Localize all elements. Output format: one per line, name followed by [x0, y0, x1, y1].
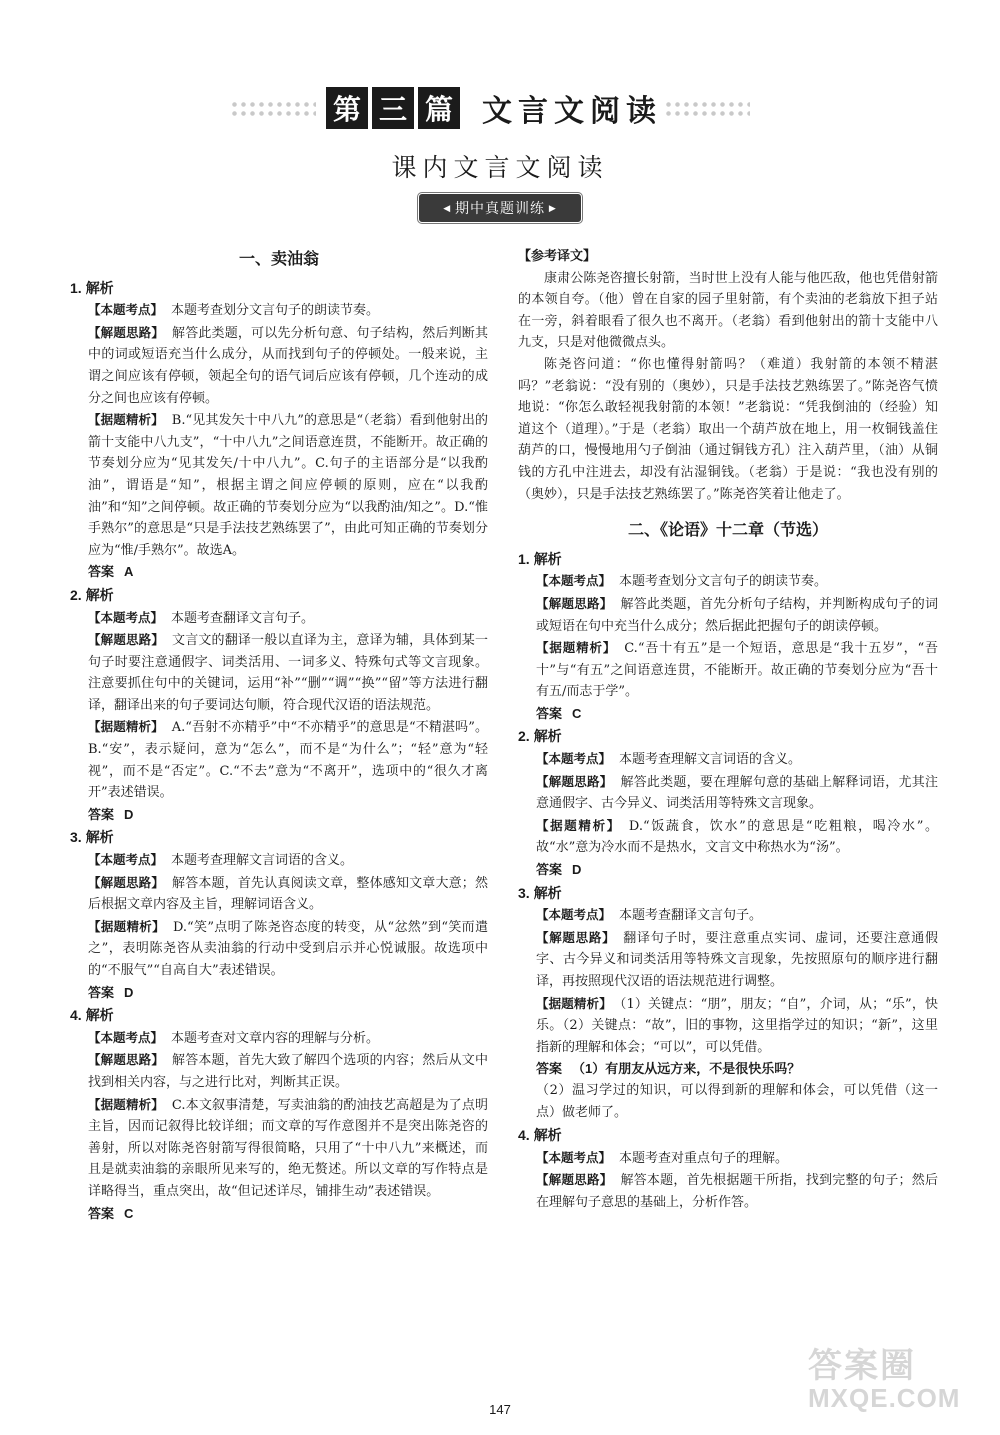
question-head-label: 解析: [85, 829, 114, 846]
question-heading: [70, 1005, 488, 1027]
answer-line: [88, 982, 488, 1004]
question-heading: [518, 1125, 938, 1147]
analysis-tag: 【解题思路】: [88, 324, 165, 340]
analysis-tag: 【解题思路】: [536, 929, 616, 945]
analysis-item: [88, 322, 488, 409]
analysis-tag: 【本题考点】: [536, 1149, 612, 1165]
analysis-text: 翻译句子时，要注意重点实词、虚词，还要注意通假字、古今异义和词类活用等特殊文言现象，先按照原句的顺序进行翻译，再按照现代汉语的语法规范进行调整。: [536, 930, 938, 989]
analysis-item: [536, 570, 938, 593]
question-head-label: 解析: [85, 279, 114, 296]
question-heading: [70, 585, 488, 607]
question-heading: [518, 726, 938, 748]
analysis-text: 本题考查理解文言词语的含义。: [619, 752, 802, 768]
analysis-text: 解答本题，首先认真阅读文章，整体感知文章大意；然后根据文章内容及主旨，理解词语含义。: [88, 875, 488, 913]
question-head-label: 解析: [533, 550, 562, 567]
part-char: 篇: [418, 87, 460, 129]
analysis-tag: 【解题思路】: [536, 773, 613, 789]
spacer: [518, 505, 938, 517]
analysis-item: [88, 716, 488, 803]
question-heading: [70, 827, 488, 849]
analysis-item: [88, 1049, 488, 1093]
analysis-text: 解答此类题，可以先分析句意、句子结构，然后判断其中的词或短语充当什么成分，从而找到句子的停顿处。一般来说，主谓之间应该有停顿，领起全句的语气词后应该有停顿，几个连动的成分之间也应该有停顿。: [88, 325, 488, 406]
answer-label: 答案: [88, 806, 115, 822]
analysis-item: [88, 299, 488, 322]
analysis-tag: 【据题精析】: [88, 1096, 164, 1112]
right-column: [518, 246, 938, 1214]
analysis-text: D.“饭蔬食，饮水”的意思是“吃粗粮，喝冷水”。故“水”意为冷水而不是热水，文言文中称热水为“汤”。: [536, 818, 938, 856]
analysis-text: 解答此类题，要在理解句意的基础上解释词语，尤其注意通假字、古今异义、词类活用等特殊文言现象。: [536, 774, 938, 812]
question-number: 1.: [70, 279, 82, 296]
question-head-label: 解析: [533, 1127, 562, 1144]
analysis-tag: 【解题思路】: [536, 1172, 613, 1188]
analysis-text: 解答此类题，首先分析句子结构，并判断构成句子的词或短语在句中充当什么成分；然后据此把握句子的朗读停顿。: [536, 596, 938, 634]
watermark-url: MXQE.COM: [808, 1383, 961, 1413]
answer-value: C: [124, 1205, 134, 1221]
analysis-item: [536, 815, 938, 859]
analysis-item: [88, 916, 488, 982]
question-head-label: 解析: [85, 1007, 114, 1024]
analysis-tag: 【据题精析】: [88, 719, 164, 735]
analysis-tag: 【解题思路】: [536, 595, 613, 611]
analysis-text: 本题考查对文章内容的理解与分析。: [171, 1030, 380, 1046]
analysis-item: [88, 872, 488, 916]
page-number: 147: [489, 1402, 511, 1417]
reference-heading: 【参考译文】: [518, 249, 597, 264]
analysis-text: 本题考查翻译文言句子。: [171, 610, 315, 626]
analysis-item: [536, 1169, 938, 1213]
answer-line: [88, 561, 488, 583]
analysis-tag: 【解题思路】: [88, 874, 165, 890]
answer-label: 答案: [88, 984, 115, 1000]
answer-value: （1）有朋友从远方来，不是很快乐吗？: [572, 1061, 801, 1077]
analysis-item: [88, 1027, 488, 1050]
left-column: [70, 246, 488, 1224]
analysis-item: [88, 629, 488, 716]
reference-paragraph: 康肃公陈尧咨擅长射箭，当时世上没有人能与他匹敌，他也凭借射箭的本领自夸。（他）曾在自家的园子里射箭，有个卖油的老翁放下担子站在一旁，斜着眼看了很久也不离开。（老翁）看到他射出的箭十支能中八九支，只是对他微微点头。: [518, 270, 938, 351]
question-head-label: 解析: [85, 586, 114, 603]
analysis-tag: 【解题思路】: [88, 632, 165, 648]
question-number: 4.: [70, 1007, 82, 1024]
analysis-item: [88, 607, 488, 630]
reference-paragraph: 陈尧咨问道：“你也懂得射箭吗？（难道）我射箭的本领不精湛吗？”老翁说：“没有别的（奥妙），只是手法技艺熟练罢了。”陈尧咨气愤地说：“你怎么敢轻视我射箭的本领！”老翁说：“凭我倒油的（经验）知道这个（道理）。”于是（老翁）取出一个葫芦放在地上，用一枚铜钱盖住葫芦的口，慢慢地用勺子倒油（通过铜钱方孔）注入葫芦里，（油）从铜钱的方孔中注进去，却没有沾湿铜钱。（老翁）于是说：“我也没有别的（奥妙），只是手法技艺熟练罢了。”陈尧咨笑着让他走了。: [518, 356, 938, 502]
analysis-text: 本题考查划分文言句子的朗读节奏。: [619, 574, 828, 590]
analysis-tag: 【解题思路】: [88, 1052, 165, 1068]
question-number: 2.: [70, 586, 82, 603]
question-number: 3.: [70, 829, 82, 846]
analysis-text: 文言文的翻译一般以直译为主，意译为辅，具体到某一句子时要注意通假字、词类活用、一词多义、特殊句式等文言现象。注意要抓住句中的关键词，运用“补”“删”“调”“换”“留”等方法进行翻译，翻译出来的句子要词达句顺，符合现代汉语的语法规范。: [88, 633, 488, 713]
analysis-item: [88, 849, 488, 872]
analysis-text: 本题考查对重点句子的理解。: [619, 1150, 789, 1166]
answer-line: [536, 703, 938, 725]
answer-label: 答案: [536, 862, 563, 878]
analysis-tag: 【据题精析】: [88, 918, 165, 934]
analysis-item: [536, 637, 938, 703]
analysis-text: A.“吾射不亦精乎”中“不亦精乎”的意思是“不精湛吗”。B.“安”，表示疑问，意为“怎么”，而不是“为什么”；“轻”意为“轻视”，而不是“否定”。C.“不去”意为“不离开”，选项中的“很久才离开”表述错误。: [88, 720, 488, 801]
part-char: 三: [372, 87, 414, 129]
answer-label: 答案: [88, 564, 115, 580]
analysis-text: 解答本题，首先根据题干所指，找到完整的句子；然后在理解句子意思的基础上，分析作答。: [536, 1173, 938, 1210]
answer-label: 答案: [88, 1205, 115, 1221]
answer-value: C: [572, 705, 582, 721]
analysis-item: [536, 771, 938, 815]
analysis-tag: 【据题精析】: [536, 640, 617, 656]
analysis-item: [88, 1094, 488, 1203]
analysis-text: C.本文叙事清楚，写卖油翁的酌油技艺高超是为了点明主旨，因而记叙得比较详细；而文章的写作意图并不是突出陈尧咨的善射，所以对陈尧咨射箭写得很简略，只用了“十中八九”来概述，而且是就卖油翁的亲眼所见来写的，绝无赘述。所以文章的写作特点是详略得当，重点突出，故“但记述详尽，铺排生动”表述错误。: [88, 1097, 488, 1199]
analysis-text: （1）关键点：“朋”，朋友；“自”，介词，从；“乐”，快乐。（2）关键点：“故”，旧的事物，这里指学过的知识；“新”，这里指新的理解和体会；“可以”，可以凭借。: [536, 996, 938, 1055]
analysis-text: C.“吾十有五”是一个短语，意思是“我十五岁”，“吾十”与“有五”之间语意连贯，不能断开。故正确的节奏划分应为“吾十有五/而志于学”。: [536, 641, 938, 700]
analysis-text: B.“见其发矢十中八九”的意思是“（老翁）看到他射出的箭十支能中八九支”，“十中八九”之间语意连贯，不能断开。故正确的节奏划分应为“见其发矢/十中八九”。C.句子的主语部分是“以我酌油”，谓语是“知”，根据主谓之间应停顿的原则，应在“以我酌油”和“知”之间停顿。故正确的节奏划分应为“以我酌油/知之”。D.“惟手熟尔”的意思是“只是手法技艺熟练罢了”，由此可知正确的节奏划分应为“惟/手熟尔”。故选A。: [88, 413, 488, 558]
answer-line: [536, 859, 938, 881]
analysis-text: 本题考查翻译文言句子。: [619, 908, 763, 924]
analysis-item: [536, 904, 938, 927]
section-title: 二、《论语》十二章（节选）: [627, 520, 828, 540]
analysis-tag: 【本题考点】: [536, 751, 612, 767]
analysis-item: [536, 993, 938, 1059]
analysis-item: [536, 748, 938, 771]
question-number: 2.: [518, 728, 530, 745]
analysis-tag: 【据题精析】: [536, 817, 621, 833]
part-title: [326, 86, 662, 130]
answer-value: D: [572, 862, 582, 878]
analysis-tag: 【本题考点】: [536, 907, 612, 923]
analysis-tag: 【本题考点】: [536, 573, 612, 589]
answer-value: A: [124, 564, 134, 580]
decorative-dots-left: [230, 100, 316, 116]
decorative-dots-right: [664, 100, 750, 116]
analysis-text: D.“笑”点明了陈尧咨态度的转变，从“忿然”到“笑而遣之”，表明陈尧咨从卖油翁的行动中受到启示并心悦诚服。故选项中的“不服气”“自高自大”表述错误。: [88, 919, 488, 978]
analysis-tag: 【据题精析】: [88, 412, 164, 428]
analysis-text: 本题考查理解文言词语的含义。: [171, 853, 354, 869]
answer-extra: （2）温习学过的知识，可以得到新的理解和体会，可以凭借（这一点）做老师了。: [536, 1082, 938, 1120]
page-subtitle: 课内文言文阅读: [391, 153, 609, 182]
question-heading: [70, 278, 488, 300]
answer-value: D: [124, 984, 134, 1000]
analysis-tag: 【本题考点】: [88, 302, 164, 318]
analysis-tag: 【本题考点】: [88, 609, 164, 625]
question-head-label: 解析: [533, 884, 562, 901]
analysis-item: [88, 409, 488, 561]
part-char: 第: [326, 87, 368, 129]
question-heading: [518, 883, 938, 905]
question-number: 1.: [518, 550, 530, 567]
question-number: 3.: [518, 884, 530, 901]
analysis-item: [536, 1147, 938, 1170]
analysis-text: 解答本题，首先大致了解四个选项的内容；然后从文中找到相关内容，与之进行比对，判断其正误。: [88, 1053, 488, 1090]
answer-label: 答案: [536, 1061, 563, 1077]
section-title: 一、卖油翁: [238, 249, 319, 268]
analysis-tag: 【据题精析】: [536, 995, 612, 1011]
watermark-logo: [808, 1338, 984, 1424]
analysis-tag: 【本题考点】: [88, 852, 164, 868]
badge-wrap: [0, 194, 1000, 222]
question-heading: [518, 549, 938, 571]
part-number-blocks: [326, 87, 460, 129]
analysis-tag: 【本题考点】: [88, 1029, 164, 1045]
answer-value: D: [124, 806, 134, 822]
part-name: 文言文阅读: [482, 94, 662, 129]
answer-label: 答案: [536, 705, 563, 721]
analysis-text: 本题考查划分文言句子的朗读节奏。: [171, 303, 380, 319]
part-header: [230, 86, 750, 130]
question-head-label: 解析: [533, 728, 562, 745]
watermark-text: 答案圈: [808, 1346, 916, 1386]
question-number: 4.: [518, 1127, 530, 1144]
answer-line: [88, 804, 488, 826]
answer-line: [536, 1058, 938, 1080]
analysis-item: [536, 927, 938, 993]
analysis-item: [536, 593, 938, 637]
answer-line: [88, 1203, 488, 1225]
exam-badge: ◀ 期中真题训练 ▶: [419, 194, 581, 222]
